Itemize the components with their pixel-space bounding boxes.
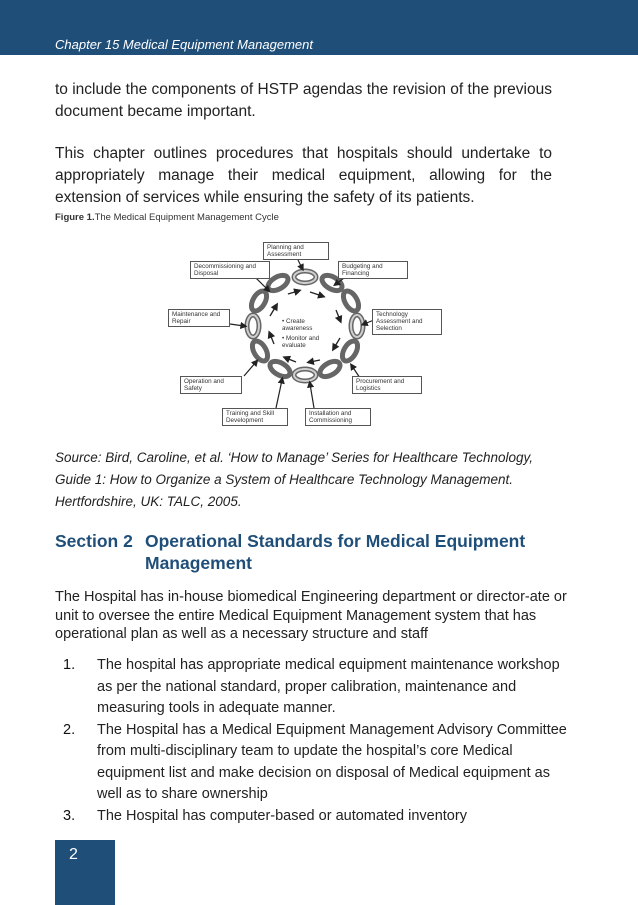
center-create-awareness: • Create awareness (282, 318, 313, 333)
stage-technology-assessment: Technology Assessment and Selection (372, 309, 442, 335)
list-item (55, 655, 575, 720)
section-number: Section 2 (55, 531, 133, 551)
page-number-tab (55, 840, 115, 905)
section-heading (55, 530, 575, 574)
equipment-cycle-diagram (164, 238, 446, 428)
list-item-number: 3. (63, 807, 76, 824)
section-title-line2: Management (145, 553, 252, 573)
stage-installation-commissioning: Installation and Commissioning (305, 408, 371, 426)
list-item-text: The hospital has appropriate medical equipment maintenance workshop as per the national standard, proper calibration, maintenance and measuring tools in adequate manner. (97, 657, 560, 716)
paragraph-continuation: to include the components of HSTP agendas the revision of the previous document became important. (55, 81, 552, 120)
list-item-text: The Hospital has computer-based or automated inventory (97, 807, 467, 824)
stage-budgeting-financing: Budgeting and Financing (338, 261, 408, 279)
list-item-number: 1. (63, 657, 76, 673)
list-item (55, 806, 575, 828)
list-item (55, 720, 575, 806)
standards-list (55, 655, 575, 827)
list-item-number: 2. (63, 721, 76, 738)
figure-caption-text: The Medical Equipment Management Cycle (94, 212, 279, 223)
page-number: 2 (69, 846, 78, 863)
paragraph-chapter-outline: This chapter outlines procedures that hospitals should undertake to appropriately manage their medical equipment, allowing for the extension of services while ensuring the safety of its patients. (55, 145, 552, 206)
running-header: Chapter 15 Medical Equipment Management (55, 37, 313, 52)
figure-caption (55, 212, 279, 223)
stage-maintenance-repair: Maintenance and Repair (168, 309, 230, 327)
section-intro: The Hospital has in-house biomedical Engineering department or director-ate or unit to oversee the entire Medical Equipment Management system that has operational plan as well as a necessary structure and staff (55, 589, 567, 642)
center-monitor-evaluate: • Monitor and evaluate (282, 335, 320, 350)
figure-source: Source: Bird, Caroline, et al. ‘How to Manage’ Series for Healthcare Technology, Guide 1: How to Organize a System of Healthcare Technology Management. Hertfordshire, UK: TALC, 2005. (55, 450, 533, 509)
stage-procurement-logistics: Procurement and Logistics (352, 376, 422, 394)
list-item-text: The Hospital has a Medical Equipment Management Advisory Committee from multi-disciplinary team to update the hospital’s core Medical equipment list and make decision on disposal of Medical equipment as well as to share ownership (97, 721, 567, 802)
stage-training-development: Training and Skill Development (222, 408, 288, 426)
stage-planning-assessment: Planning and Assessment (263, 242, 329, 260)
figure-label: Figure 1. (55, 212, 95, 223)
stage-decommissioning-disposal: Decommissioning and Disposal (190, 261, 270, 279)
stage-operation-safety: Operation and Safety (180, 376, 242, 394)
section-title-line1: Operational Standards for Medical Equipment (145, 531, 526, 551)
